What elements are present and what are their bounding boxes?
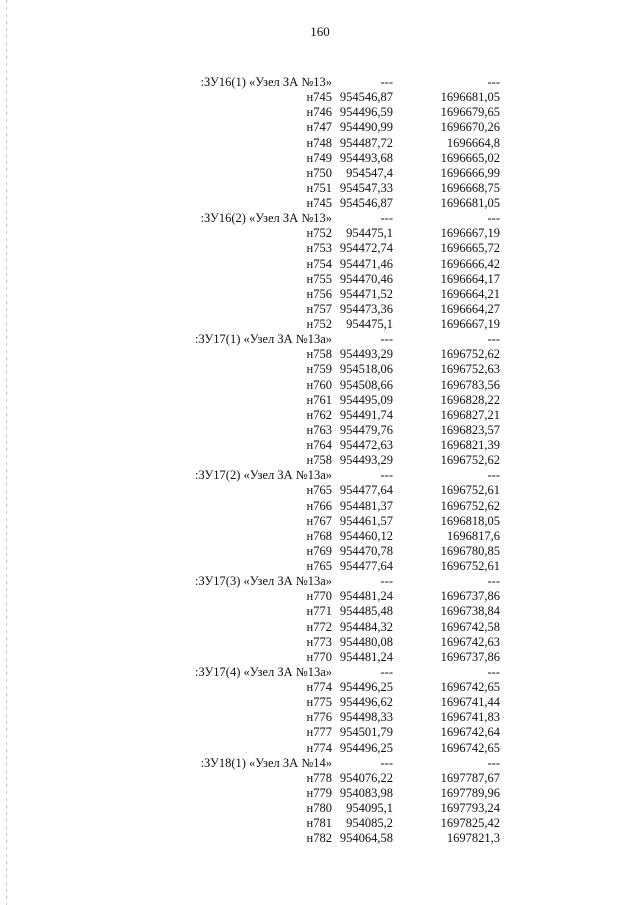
x-coordinate: 954546,87	[339, 196, 393, 210]
point-label: н756	[306, 286, 332, 301]
coordinate-row	[0, 302, 640, 317]
point-label: н749	[306, 150, 332, 165]
point-label: н767	[306, 513, 332, 528]
y-coordinate: 1697787,67	[440, 770, 500, 785]
x-coordinate: 954064,58	[339, 831, 393, 846]
x-coordinate: 954480,08	[339, 634, 393, 649]
point-label: н764	[306, 438, 332, 452]
parcel-label: :ЗУ17(2) «Узел ЗА №13а»	[195, 468, 332, 483]
parcel-header-row	[0, 75, 640, 90]
x-coordinate: 954495,09	[339, 392, 393, 407]
point-label: н774	[306, 740, 332, 755]
y-coordinate: 1696742,65	[440, 680, 500, 694]
x-coordinate: 954472,63	[339, 438, 393, 452]
coordinate-row	[0, 650, 640, 665]
x-coordinate: 954484,32	[339, 619, 393, 634]
x-coordinate: ---	[380, 574, 393, 589]
point-label: н747	[306, 120, 332, 135]
x-coordinate: ---	[380, 75, 393, 89]
y-coordinate: 1696817,6	[446, 528, 500, 543]
x-coordinate: 954460,12	[339, 528, 393, 543]
x-coordinate: ---	[380, 755, 393, 770]
point-label: н778	[306, 770, 332, 785]
point-label: н777	[306, 725, 332, 740]
x-coordinate: 954501,79	[339, 725, 393, 740]
y-coordinate: 1696780,85	[440, 543, 500, 558]
point-label: н759	[306, 362, 332, 377]
coordinate-row	[0, 317, 640, 332]
parcel-header-row	[0, 665, 640, 680]
x-coordinate: 954085,2	[346, 816, 393, 831]
y-coordinate: ---	[487, 332, 500, 347]
coordinate-row	[0, 166, 640, 181]
x-coordinate: 954471,52	[339, 286, 393, 301]
point-label: н745	[306, 90, 332, 105]
point-label: н774	[306, 680, 332, 694]
coordinate-row	[0, 257, 640, 272]
coordinate-row	[0, 786, 640, 801]
parcel-header-row	[0, 332, 640, 347]
coordinate-row	[0, 136, 640, 151]
coordinate-row	[0, 635, 640, 650]
coordinate-row	[0, 680, 640, 695]
parcel-label: :ЗУ18(1) «Узел ЗА №14»	[200, 755, 332, 770]
coordinate-row	[0, 499, 640, 514]
y-coordinate: 1696827,21	[440, 407, 500, 422]
parcel-label: :ЗУ16(2) «Узел ЗА №13»	[200, 211, 332, 226]
y-coordinate: 1696665,02	[440, 150, 500, 165]
y-coordinate: 1696737,86	[440, 649, 500, 664]
coordinate-row	[0, 741, 640, 756]
x-coordinate: 954473,36	[339, 301, 393, 316]
x-coordinate: ---	[380, 664, 393, 679]
coordinate-row	[0, 604, 640, 619]
coordinate-row	[0, 816, 640, 831]
coordinate-row	[0, 181, 640, 196]
point-label: н776	[306, 710, 332, 725]
point-label: н752	[306, 317, 332, 331]
x-coordinate: 954479,76	[339, 422, 393, 437]
point-label: н775	[306, 695, 332, 710]
y-coordinate: 1697825,42	[440, 816, 500, 831]
point-label: н773	[306, 634, 332, 649]
x-coordinate: 954546,87	[339, 90, 393, 105]
coordinate-row	[0, 725, 640, 740]
y-coordinate: 1696752,62	[440, 347, 500, 362]
x-coordinate: 954498,33	[339, 710, 393, 725]
x-coordinate: 954083,98	[339, 785, 393, 800]
x-coordinate: 954493,68	[339, 150, 393, 165]
coordinate-row	[0, 514, 640, 529]
y-coordinate: 1696742,64	[440, 725, 500, 740]
y-coordinate: 1696668,75	[440, 180, 500, 195]
x-coordinate: ---	[380, 211, 393, 226]
point-label: н779	[306, 785, 332, 800]
coordinate-row	[0, 438, 640, 453]
coordinate-row	[0, 529, 640, 544]
point-label: н745	[306, 196, 332, 210]
y-coordinate: ---	[487, 755, 500, 770]
x-coordinate: 954485,48	[339, 604, 393, 619]
coordinate-row	[0, 347, 640, 362]
x-coordinate: 954076,22	[339, 770, 393, 785]
coordinate-row	[0, 226, 640, 241]
y-coordinate: 1696742,65	[440, 740, 500, 755]
y-coordinate: 1696664,21	[440, 286, 500, 301]
point-label: н781	[306, 816, 332, 831]
coordinate-row	[0, 831, 640, 846]
coordinate-row	[0, 272, 640, 287]
x-coordinate: 954475,1	[346, 317, 393, 331]
y-coordinate: 1696670,26	[440, 120, 500, 135]
x-coordinate: 954547,4	[346, 165, 393, 180]
coordinate-row	[0, 90, 640, 105]
point-label: н750	[306, 165, 332, 180]
y-coordinate: 1696679,65	[440, 105, 500, 120]
point-label: н765	[306, 559, 332, 573]
parcel-header-row	[0, 468, 640, 483]
coordinate-row	[0, 362, 640, 377]
point-label: н766	[306, 498, 332, 513]
page-number: 160	[310, 24, 330, 39]
x-coordinate: 954547,33	[339, 180, 393, 195]
y-coordinate: 1696667,19	[440, 317, 500, 331]
point-label: н752	[306, 226, 332, 241]
coordinate-row	[0, 241, 640, 256]
coordinate-row	[0, 151, 640, 166]
point-label: н765	[306, 483, 332, 498]
coordinate-row	[0, 620, 640, 635]
y-coordinate: 1696818,05	[440, 513, 500, 528]
x-coordinate: 954490,99	[339, 120, 393, 135]
y-coordinate: 1696681,05	[440, 196, 500, 210]
x-coordinate: 954493,29	[339, 453, 393, 468]
x-coordinate: 954477,64	[339, 483, 393, 498]
parcel-header-row	[0, 574, 640, 589]
x-coordinate: 954461,57	[339, 513, 393, 528]
y-coordinate: 1696752,61	[440, 483, 500, 498]
coordinate-row	[0, 453, 640, 468]
point-label: н757	[306, 301, 332, 316]
y-coordinate: 1696741,44	[440, 695, 500, 710]
coordinate-row	[0, 801, 640, 816]
x-coordinate: 954481,24	[339, 649, 393, 664]
x-coordinate: 954470,78	[339, 543, 393, 558]
y-coordinate: ---	[487, 574, 500, 589]
coordinate-row	[0, 105, 640, 120]
point-label: н754	[306, 256, 332, 271]
point-label: н758	[306, 347, 332, 362]
coordinate-row	[0, 771, 640, 786]
y-coordinate: 1696783,56	[440, 377, 500, 392]
point-label: н771	[306, 604, 332, 619]
point-label: н753	[306, 241, 332, 256]
point-label: н748	[306, 135, 332, 150]
point-label: н768	[306, 528, 332, 543]
point-label: н760	[306, 377, 332, 392]
y-coordinate: 1697793,24	[440, 801, 500, 815]
y-coordinate: 1697821,3	[446, 831, 500, 846]
y-coordinate: 1696741,83	[440, 710, 500, 725]
y-coordinate: 1696666,99	[440, 165, 500, 180]
point-label: н763	[306, 422, 332, 437]
y-coordinate: 1696665,72	[440, 241, 500, 256]
coordinate-row	[0, 287, 640, 302]
point-label: н758	[306, 453, 332, 468]
x-coordinate: 954487,72	[339, 135, 393, 150]
x-coordinate: 954496,25	[339, 740, 393, 755]
parcel-label: :ЗУ16(1) «Узел ЗА №13»	[200, 75, 332, 89]
x-coordinate: 954481,24	[339, 589, 393, 604]
y-coordinate: ---	[487, 211, 500, 226]
point-label: н770	[306, 649, 332, 664]
y-coordinate: ---	[487, 75, 500, 89]
coordinate-row	[0, 408, 640, 423]
y-coordinate: 1696738,84	[440, 604, 500, 619]
x-coordinate: 954496,25	[339, 680, 393, 694]
coordinate-table	[0, 75, 640, 846]
x-coordinate: 954477,64	[339, 559, 393, 573]
x-coordinate: 954493,29	[339, 347, 393, 362]
y-coordinate: 1696752,61	[440, 559, 500, 573]
coordinate-row	[0, 120, 640, 135]
x-coordinate: 954475,1	[346, 226, 393, 241]
y-coordinate: 1696667,19	[440, 226, 500, 241]
x-coordinate: 954518,06	[339, 362, 393, 377]
parcel-header-row	[0, 756, 640, 771]
y-coordinate: 1696752,62	[440, 453, 500, 468]
parcel-label: :ЗУ17(3) «Узел ЗА №13а»	[195, 574, 332, 589]
coordinate-row	[0, 423, 640, 438]
y-coordinate: 1696752,62	[440, 498, 500, 513]
point-label: н769	[306, 543, 332, 558]
point-label: н772	[306, 619, 332, 634]
point-label: н761	[306, 392, 332, 407]
y-coordinate: 1696742,63	[440, 634, 500, 649]
x-coordinate: 954481,37	[339, 498, 393, 513]
x-coordinate: ---	[380, 332, 393, 347]
x-coordinate: 954472,74	[339, 241, 393, 256]
parcel-header-row	[0, 211, 640, 226]
coordinate-row	[0, 393, 640, 408]
y-coordinate: 1696828,22	[440, 392, 500, 407]
x-coordinate: 954491,74	[339, 407, 393, 422]
coordinate-row	[0, 544, 640, 559]
coordinate-row	[0, 378, 640, 393]
parcel-label: :ЗУ17(4) «Узел ЗА №13а»	[195, 664, 332, 679]
point-label: н762	[306, 407, 332, 422]
y-coordinate: 1696681,05	[440, 90, 500, 105]
y-coordinate: ---	[487, 468, 500, 483]
x-coordinate: 954470,46	[339, 271, 393, 286]
coordinate-row	[0, 589, 640, 604]
x-coordinate: 954508,66	[339, 377, 393, 392]
y-coordinate: 1696664,27	[440, 301, 500, 316]
x-coordinate: 954095,1	[346, 801, 393, 815]
y-coordinate: 1696737,86	[440, 589, 500, 604]
y-coordinate: 1696742,58	[440, 619, 500, 634]
y-coordinate: 1696821,39	[440, 438, 500, 452]
y-coordinate: 1697789,96	[440, 785, 500, 800]
y-coordinate: 1696823,57	[440, 422, 500, 437]
x-coordinate: 954496,59	[339, 105, 393, 120]
coordinate-row	[0, 559, 640, 574]
point-label: н755	[306, 271, 332, 286]
y-coordinate: 1696664,17	[440, 271, 500, 286]
point-label: н782	[306, 831, 332, 846]
point-label: н780	[306, 801, 332, 815]
y-coordinate: 1696666,42	[440, 256, 500, 271]
x-coordinate: ---	[380, 468, 393, 483]
coordinate-row	[0, 695, 640, 710]
point-label: н746	[306, 105, 332, 120]
coordinate-row	[0, 483, 640, 498]
coordinate-row	[0, 196, 640, 211]
x-coordinate: 954471,46	[339, 256, 393, 271]
coordinate-row	[0, 710, 640, 725]
y-coordinate: 1696664,8	[446, 135, 500, 150]
x-coordinate: 954496,62	[339, 695, 393, 710]
point-label: н751	[306, 180, 332, 195]
y-coordinate: ---	[487, 664, 500, 679]
y-coordinate: 1696752,63	[440, 362, 500, 377]
point-label: н770	[306, 589, 332, 604]
parcel-label: :ЗУ17(1) «Узел ЗА №13а»	[195, 332, 332, 347]
